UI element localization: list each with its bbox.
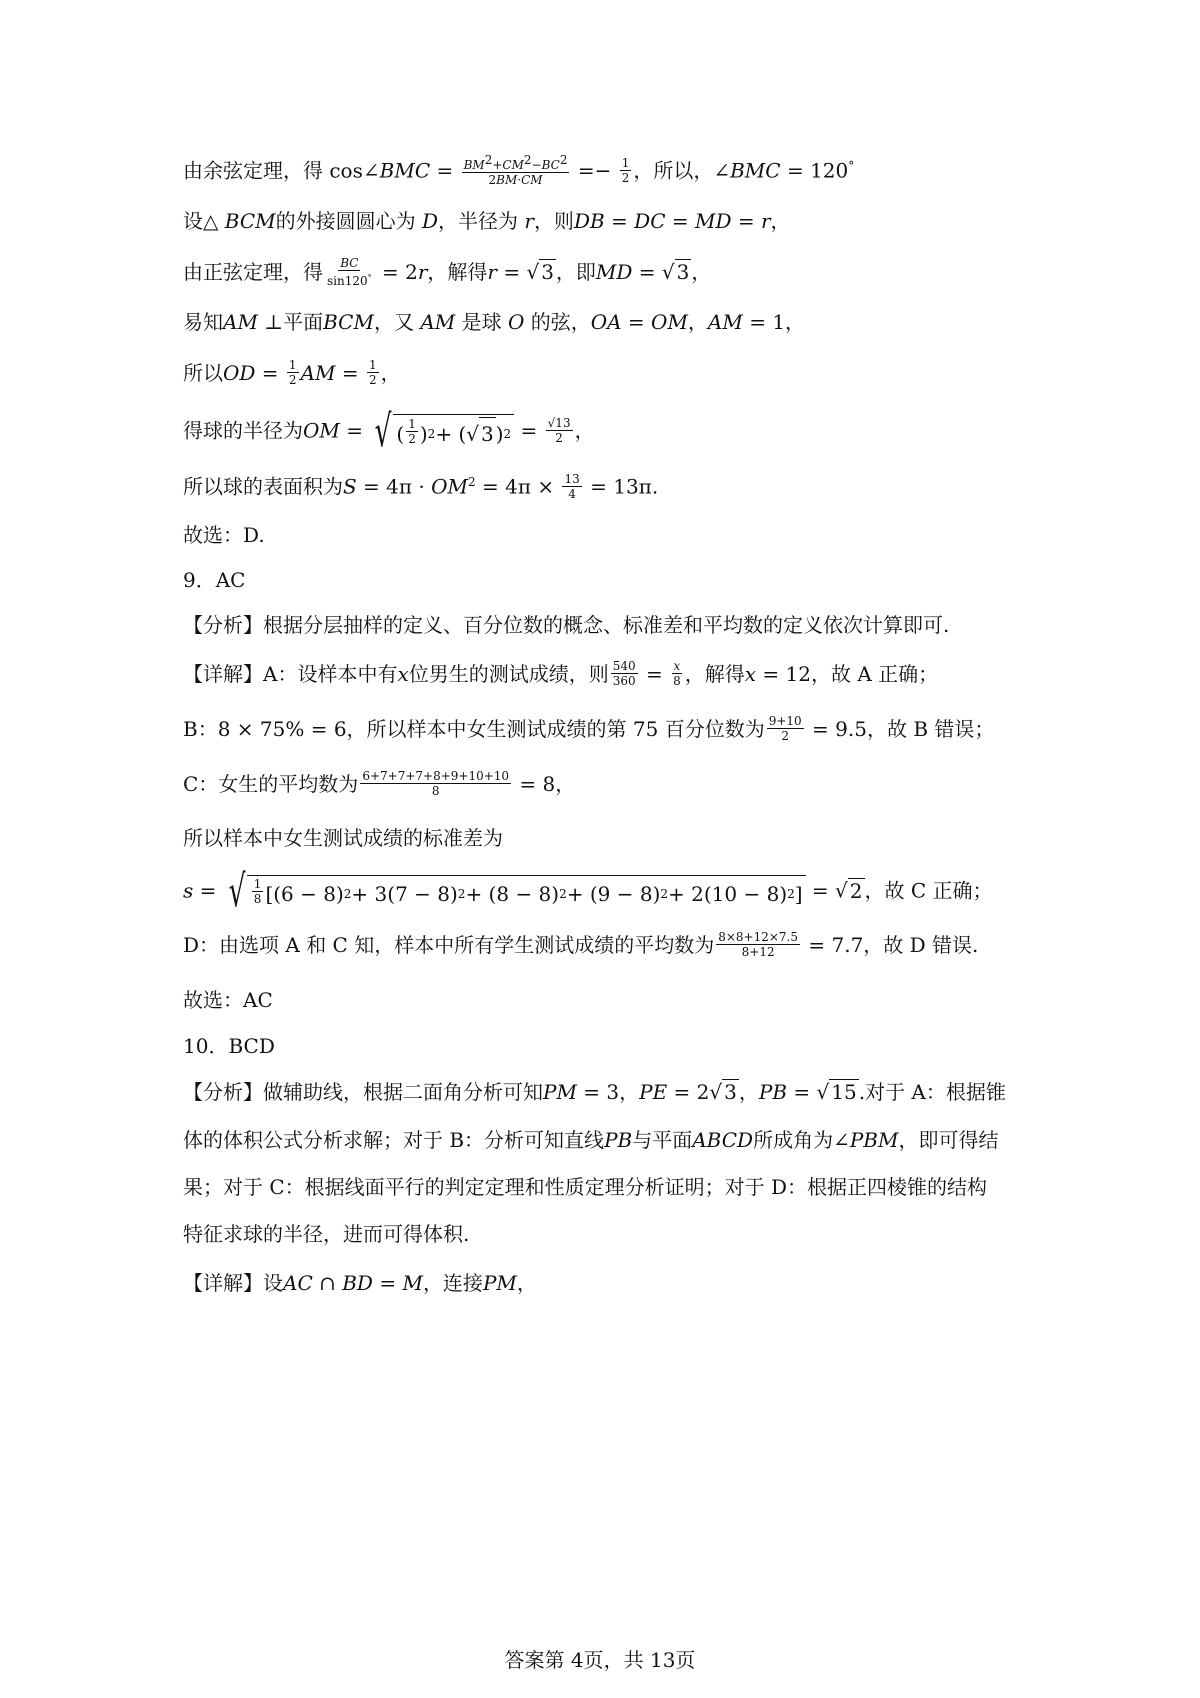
question-number: 10．BCD (183, 1034, 275, 1058)
text-line: 故选：D. (183, 523, 265, 547)
text-line: C：女生的平均数为 $\frac{6+7+7+7+8+9+10+10}{8}$ = 8， (183, 769, 576, 798)
text-line: 【详解】A：设样本中有x位男生的测试成绩，则 $\frac{540}{360}$ = $\frac{x}{8}$ ，解得x = 12，故 A 正确； (183, 659, 939, 688)
text-line: 由正弦定理，得 $\frac{BC}{\sin 120^\circ}$ = 2r，解得r = √ 3 ，即MD = √ 3 ， (183, 255, 712, 288)
text-line: 易知AM ⊥平面BCM，又 AM 是球 O 的弦，OA = OM，AM = 1， (183, 310, 806, 334)
text-line: 所以OD = $\frac{1}{2}$ AM = $\frac{1}{2}$ ， (183, 358, 401, 387)
text-line: 【分析】根据分层抽样的定义、百分位数的概念、标准差和平均数的定义依次计算即可. (183, 613, 950, 637)
text-line: 【分析】做辅助线，根据二面角分析可知PM = 3，PE = 2√ 3 ，PB = √ 15 .对于 A：根据锥 (183, 1080, 1006, 1104)
text-line: 得球的半径为OM = √ ( $\frac{1}{2}$ ) 2 + (√ 3 ) 2 = $\frac{√13}{2}$ ， (183, 406, 595, 457)
text-line: D：由选项 A 和 C 知，样本中所有学生测试成绩的平均数为 $\frac{8\times 8+12\times 7.5}{8+12}$ = 7.7，故 D 错误. (183, 930, 979, 959)
text-line: 设△ BCM的外接圆圆心为 D，半径为 r，则DB = DC = MD = r， (183, 209, 791, 233)
text-line: s = √ $\frac{1}{8}$ [(6 − 8) 2 + 3(7 − 8) 2 + (8 − 8) 2 + (9 − 8) 2 + 2(10 − 8) 2 ] = √ 2 ，故 C 正确； (183, 866, 993, 917)
text-line: B：8 × 75% = 6，所以样本中女生测试成绩的第 75 百分位数为 $\frac{9+10}{2}$ = 9.5，故 B 错误； (183, 714, 995, 743)
text-line: 故选：AC (183, 988, 273, 1012)
text-line: 所以样本中女生测试成绩的标准差为 (183, 826, 503, 850)
question-number: 9．AC (183, 568, 246, 592)
text-line: 所以球的表面积为$S = 4\pi \cdot OM^2 = 4\pi$ × $\frac{13}{4}$ = 13π. (183, 471, 659, 501)
text-line: 由余弦定理，得 cos∠BMC = $\frac{BM^2+CM^2-BC^2}{2BM\cdot CM}$ =− $\frac{1}{2}$ ，所以，∠BMC = 120° (183, 153, 855, 188)
text-line: 【详解】设AC ∩ BD = M，连接PM， (183, 1271, 537, 1295)
text-line: 特征求球的半径，进而可得体积. (183, 1222, 470, 1246)
text-line: 体的体积公式分析求解；对于 B：分析可知直线PB与平面ABCD所成角为∠PBM，即可得结 (183, 1128, 999, 1152)
text-line: 果；对于 C：根据线面平行的判定定理和性质定理分析证明；对于 D：根据正四棱锥的结构 (183, 1175, 988, 1199)
page-footer: 答案第 4页，共 13页 (504, 1648, 696, 1672)
